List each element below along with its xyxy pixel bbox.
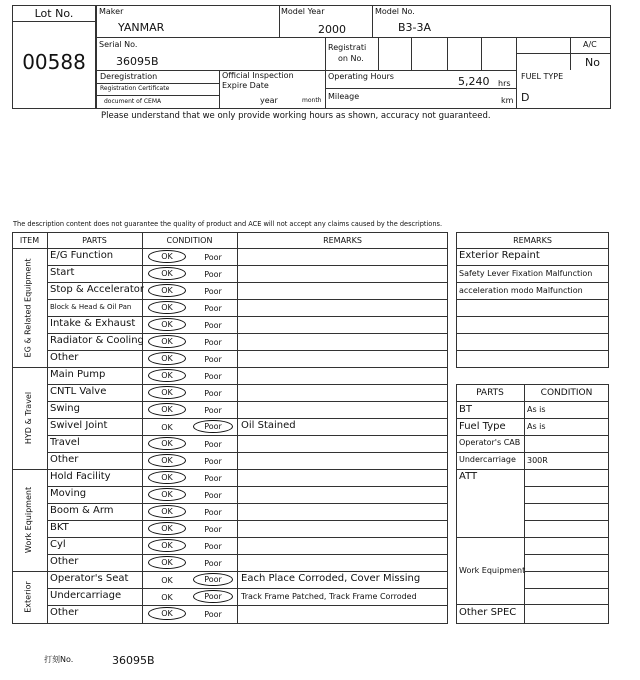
- part-name: Undercarriage: [50, 590, 122, 601]
- condition-ok-circled: OK: [148, 250, 186, 263]
- part-name: Travel: [50, 437, 80, 448]
- registration-label-1: Registrati: [328, 43, 367, 52]
- pc-part: ATT: [459, 471, 478, 482]
- remark-text: Oil Stained: [241, 420, 296, 431]
- pc-condition-header: CONDITION: [540, 388, 593, 398]
- part-name: Start: [50, 267, 75, 278]
- inspection-label-2: Expire Date: [222, 81, 269, 90]
- fuel-type-label: FUEL TYPE: [521, 72, 564, 81]
- pc-subrow-divider: [524, 503, 609, 504]
- part-name: CNTL Valve: [50, 386, 107, 397]
- registration-label-2: on No.: [338, 54, 364, 63]
- pc-part: Other SPEC: [459, 607, 517, 618]
- pc-row-divider: [456, 469, 609, 470]
- group-divider: [12, 571, 448, 572]
- condition-poor: Poor: [204, 610, 222, 619]
- remark-line: Safety Lever Fixation Malfunction: [459, 269, 593, 278]
- row-divider: [47, 520, 448, 521]
- condition-poor: Poor: [204, 542, 222, 551]
- pc-row-divider: [456, 452, 609, 453]
- remark-line-divider: [456, 299, 609, 300]
- row-divider: [47, 588, 448, 589]
- part-name: Operator's Seat: [50, 573, 129, 584]
- pc-row-divider: [456, 418, 609, 419]
- group-divider: [12, 367, 448, 368]
- remark-text: Each Place Corroded, Cover Missing: [241, 573, 421, 584]
- condition-ok-circled: OK: [148, 386, 186, 399]
- condition-poor: Poor: [204, 270, 222, 279]
- serial-value: 36095B: [116, 55, 159, 68]
- remark-line: acceleration modo Malfunction: [459, 286, 583, 295]
- pc-part: Work Equipment: [459, 565, 526, 575]
- part-name: Block & Head & Oil Pan: [50, 303, 132, 311]
- condition-poor-circled: Poor: [193, 590, 233, 603]
- model-year-value: 2000: [318, 23, 346, 36]
- part-name: Stop & Accelerator: [50, 284, 145, 295]
- operating-hours-value: 5,240: [458, 75, 490, 88]
- group-label: HYD & Travel: [23, 391, 33, 445]
- pc-part: BT: [459, 404, 472, 415]
- row-divider: [47, 299, 448, 300]
- remark-line-divider: [456, 350, 609, 351]
- fuel-type-value: D: [521, 91, 530, 104]
- condition-ok-circled: OK: [148, 471, 186, 484]
- part-name: Boom & Arm: [50, 505, 114, 516]
- model-year-label: Model Year: [281, 7, 325, 16]
- condition-poor: Poor: [204, 457, 222, 466]
- condition-poor: Poor: [204, 440, 222, 449]
- row-divider: [47, 435, 448, 436]
- condition-poor: Poor: [204, 355, 222, 364]
- part-name: Other: [50, 352, 79, 363]
- part-name: E/G Function: [50, 250, 114, 261]
- condition-poor: Poor: [204, 491, 222, 500]
- lot-number: 00588: [22, 50, 86, 74]
- condition-poor: Poor: [204, 559, 222, 568]
- pc-parts-header: PARTS: [476, 388, 504, 398]
- ac-label: A/C: [583, 40, 597, 49]
- maker-value: YANMAR: [118, 21, 165, 34]
- condition-poor: Poor: [204, 508, 222, 517]
- pc-subrow-divider: [524, 588, 609, 589]
- condition-ok-circled: OK: [148, 437, 186, 450]
- condition-ok-circled: OK: [148, 488, 186, 501]
- group-divider: [12, 469, 448, 470]
- condition-ok-circled: OK: [148, 556, 186, 569]
- condition-ok-circled: OK: [148, 505, 186, 518]
- pc-row-divider: [456, 537, 609, 538]
- inspection-label-1: Official Inspection: [222, 71, 294, 80]
- condition-ok-circled: OK: [148, 403, 186, 416]
- condition-ok: OK: [161, 423, 173, 432]
- condition-poor: Poor: [204, 338, 222, 347]
- part-name: Swivel Joint: [50, 420, 108, 431]
- pc-row-divider: [456, 435, 609, 436]
- row-divider: [47, 503, 448, 504]
- maker-label: Maker: [99, 7, 124, 16]
- part-name: Cyl: [50, 539, 66, 550]
- year-label: year: [260, 96, 278, 105]
- stamp-value: 36095B: [112, 654, 155, 667]
- part-name: Swing: [50, 403, 80, 414]
- part-name: Radiator & Cooling: [50, 335, 144, 346]
- condition-poor: Poor: [204, 287, 222, 296]
- condition-ok-circled: OK: [148, 267, 186, 280]
- row-divider: [47, 554, 448, 555]
- reg-certificate-label: Registration Certificate: [100, 85, 170, 92]
- remark-line-divider: [456, 282, 609, 283]
- month-label: month: [302, 97, 322, 104]
- row-divider: [47, 452, 448, 453]
- row-divider: [47, 316, 448, 317]
- condition-poor: Poor: [204, 253, 222, 262]
- row-divider: [47, 401, 448, 402]
- hours-note: Please understand that we only provide working hours as shown, accuracy not guaranteed.: [101, 111, 491, 121]
- remark-line: Exterior Repaint: [459, 250, 540, 261]
- condition-ok-circled: OK: [148, 335, 186, 348]
- condition-ok-circled: OK: [148, 607, 186, 620]
- row-divider: [47, 418, 448, 419]
- part-name: Intake & Exhaust: [50, 318, 136, 329]
- condition-poor: Poor: [204, 372, 222, 381]
- hrs-unit: hrs: [498, 79, 511, 88]
- condition-poor: Poor: [204, 406, 222, 415]
- pc-part: Operator's CAB: [459, 438, 521, 447]
- remark-text: Track Frame Patched, Track Frame Corroded: [241, 592, 417, 601]
- row-divider: [47, 350, 448, 351]
- pc-part: Undercarriage: [459, 455, 516, 464]
- condition-poor: Poor: [204, 474, 222, 483]
- remark-line-divider: [456, 265, 609, 266]
- group-label: Exterior: [23, 580, 33, 613]
- serial-label: Serial No.: [99, 40, 138, 49]
- row-divider: [47, 384, 448, 385]
- row-divider: [47, 265, 448, 266]
- deregistration-label: Deregistration: [100, 72, 158, 81]
- cema-label: document of CEMA: [104, 98, 162, 105]
- remark-line-divider: [456, 248, 609, 249]
- part-name: Other: [50, 607, 79, 618]
- row-divider: [47, 605, 448, 606]
- condition-poor: Poor: [204, 304, 222, 313]
- part-name: Main Pump: [50, 369, 106, 380]
- pc-part: Fuel Type: [459, 421, 506, 432]
- row-divider: [47, 333, 448, 334]
- condition-ok: OK: [161, 576, 173, 585]
- condition-poor-circled: Poor: [193, 573, 233, 586]
- right-remarks-title: REMARKS: [513, 236, 552, 245]
- condition-poor: Poor: [204, 321, 222, 330]
- model-no-value: B3-3A: [398, 21, 432, 34]
- condition-poor-circled: Poor: [193, 420, 233, 433]
- condition-ok-circled: OK: [148, 284, 186, 297]
- km-unit: km: [501, 96, 514, 105]
- condition-ok: OK: [161, 593, 173, 602]
- row-divider: [47, 537, 448, 538]
- group-label: EG & Related Equipment: [23, 258, 33, 357]
- pc-row-divider: [456, 401, 609, 402]
- pc-subrow-divider: [524, 520, 609, 521]
- part-name: Moving: [50, 488, 87, 499]
- row-divider: [47, 282, 448, 283]
- condition-ok-circled: OK: [148, 301, 186, 314]
- mileage-label: Mileage: [328, 92, 360, 101]
- operating-hours-label: Operating Hours: [328, 72, 394, 81]
- col-item-header: ITEM: [19, 236, 40, 245]
- model-no-label: Model No.: [375, 7, 415, 16]
- stamp-label: 打刻No.: [44, 655, 74, 664]
- col-remarks-header: REMARKS: [323, 236, 362, 245]
- condition-poor: Poor: [204, 389, 222, 398]
- condition-ok-circled: OK: [148, 539, 186, 552]
- remark-line-divider: [456, 333, 609, 334]
- disclaimer-text: The description content does not guarantee the quality of product and ACE will not accept any claims caused by the descriptions.: [13, 220, 443, 228]
- pc-subrow-divider: [524, 486, 609, 487]
- group-label: Work Equipment: [23, 486, 33, 554]
- part-name: Other: [50, 556, 79, 567]
- pc-condition: As is: [527, 422, 546, 431]
- remark-line-divider: [456, 316, 609, 317]
- col-condition-header: CONDITION: [166, 236, 213, 245]
- pc-row-divider: [456, 604, 609, 605]
- pc-condition: As is: [527, 405, 546, 414]
- condition-poor: Poor: [204, 525, 222, 534]
- part-name: Other: [50, 454, 79, 465]
- condition-ok-circled: OK: [148, 318, 186, 331]
- condition-ok-circled: OK: [148, 352, 186, 365]
- condition-ok-circled: OK: [148, 522, 186, 535]
- ac-value: No: [585, 56, 600, 69]
- pc-subrow-divider: [524, 571, 609, 572]
- row-divider: [47, 486, 448, 487]
- part-name: Hold Facility: [50, 471, 111, 482]
- lot-label: Lot No.: [34, 7, 74, 20]
- col-parts-header: PARTS: [82, 236, 107, 245]
- condition-ok-circled: OK: [148, 369, 186, 382]
- pc-subrow-divider: [524, 554, 609, 555]
- part-name: BKT: [50, 522, 69, 533]
- pc-condition: 300R: [527, 456, 548, 465]
- condition-ok-circled: OK: [148, 454, 186, 467]
